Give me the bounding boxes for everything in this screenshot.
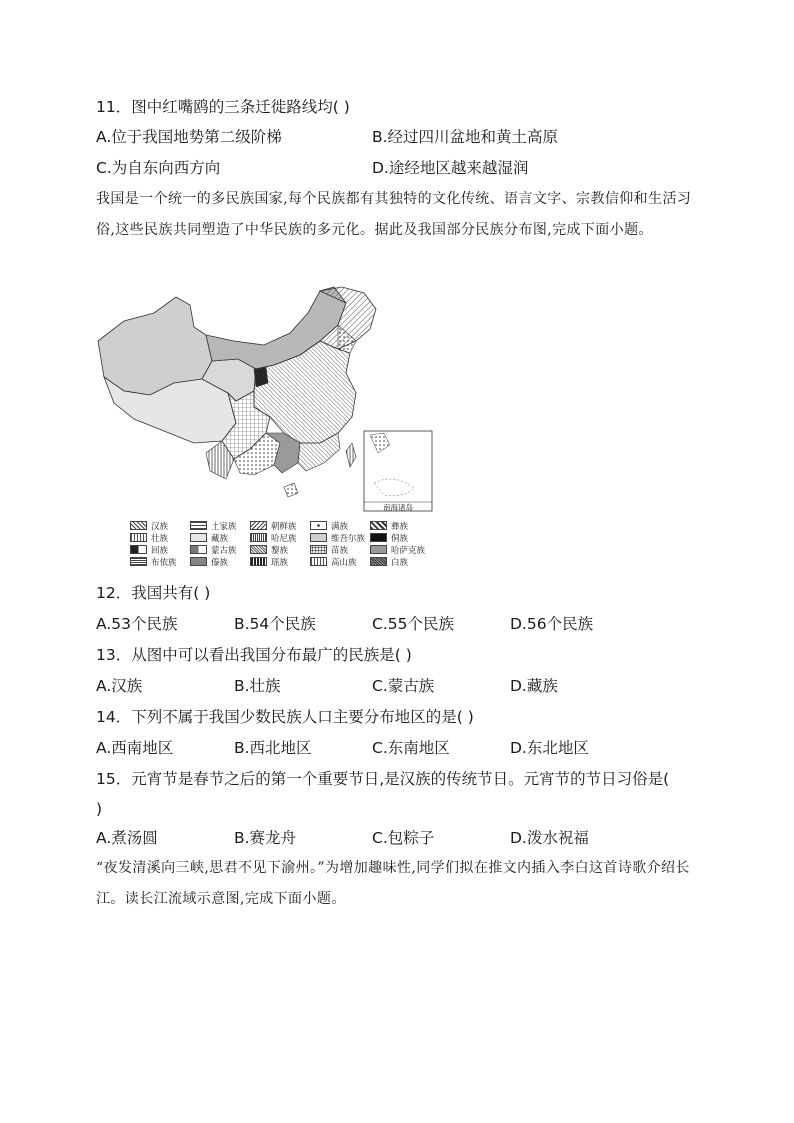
- question-15-stem-continuation: ): [96, 800, 103, 818]
- legend-item-bai: 白族: [370, 556, 408, 567]
- question-14-option-c: C.东南地区: [372, 739, 450, 757]
- question-13-option-c: C.蒙古族: [372, 677, 435, 695]
- legend-item-gaoshan: 高山族: [310, 556, 357, 567]
- question-11-option-c: C.为自东向西方向: [96, 159, 221, 177]
- legend-item-mongol: 蒙古族: [190, 544, 237, 555]
- map-legend: [130, 520, 430, 575]
- legend-item-zhuang: 壮族: [130, 532, 168, 543]
- legend-item-hui: 回族: [130, 544, 168, 555]
- legend-item-dong: 侗族: [370, 532, 408, 543]
- legend-item-li: 黎族: [250, 544, 288, 555]
- inset-label: 南海诸岛: [383, 503, 413, 512]
- question-11-stem: 11．图中红嘴鸥的三条迁徙路线均( ): [96, 98, 350, 116]
- legend-item-miao: 苗族: [310, 544, 348, 555]
- legend-item-tibetan: 藏族: [190, 532, 228, 543]
- question-15-stem: 15．元宵节是春节之后的第一个重要节日,是汉族的传统节日。元宵节的节日习俗是(: [96, 770, 670, 788]
- legend-item-yi: 彝族: [370, 520, 408, 531]
- legend-item-han: 汉族: [130, 520, 168, 531]
- question-13-option-d: D.藏族: [510, 677, 558, 695]
- legend-item-manchu: 满族: [310, 520, 348, 531]
- question-15-option-d: D.泼水祝福: [510, 829, 589, 847]
- question-11-option-d: D.途经地区越来越湿润: [372, 159, 529, 177]
- question-14-option-d: D.东北地区: [510, 739, 589, 757]
- legend-item-kazakh: 哈萨克族: [370, 544, 425, 555]
- legend-item-uyghur: 维吾尔族: [310, 532, 365, 543]
- question-12-option-a: A.53个民族: [96, 615, 178, 633]
- question-14-option-a: A.西南地区: [96, 739, 174, 757]
- question-13-option-a: A.汉族: [96, 677, 143, 695]
- legend-item-hani: 哈尼族: [250, 532, 297, 543]
- question-15-option-a: A.煮汤圆: [96, 829, 158, 847]
- question-15-option-b: B.赛龙舟: [234, 829, 297, 847]
- question-11-option-a: A.位于我国地势第二级阶梯: [96, 128, 282, 146]
- legend-item-dai: 傣族: [190, 556, 228, 567]
- legend-item-buyei: 布依族: [130, 556, 177, 567]
- legend-item-tujia: 土家族: [190, 520, 237, 531]
- question-15-option-c: C.包粽子: [372, 829, 435, 847]
- question-14-stem: 14．下列不属于我国少数民族人口主要分布地区的是( ): [96, 708, 474, 726]
- question-12-option-b: B.54个民族: [234, 615, 316, 633]
- question-12-option-d: D.56个民族: [510, 615, 594, 633]
- question-13-option-b: B.壮族: [234, 677, 281, 695]
- legend-item-korean: 朝鲜族: [250, 520, 297, 531]
- intro-paragraph-ethnic: 我国是一个统一的多民族国家,每个民族都有其独特的文化传统、语言文字、宗教信仰和生活习俗,这些民族共同塑造了中华民族的多元化。据此及我国部分民族分布图,完成下面小题。: [96, 191, 692, 238]
- ethnic-distribution-map: [94, 283, 438, 515]
- question-11-option-b: B.经过四川盆地和黄土高原: [372, 128, 559, 146]
- intro-paragraph-yangtze: “夜发清溪向三峡,思君不见下渝州。”为增加趣味性,同学们拟在推文内插入李白这首诗歌介绍长江。读长江流域示意图,完成下面小题。: [96, 860, 690, 907]
- question-12-stem: 12．我国共有( ): [96, 584, 211, 602]
- legend-item-yao: 瑶族: [250, 556, 288, 567]
- question-14-option-b: B.西北地区: [234, 739, 312, 757]
- question-13-stem: 13．从图中可以看出我国分布最广的民族是( ): [96, 646, 412, 664]
- question-12-option-c: C.55个民族: [372, 615, 454, 633]
